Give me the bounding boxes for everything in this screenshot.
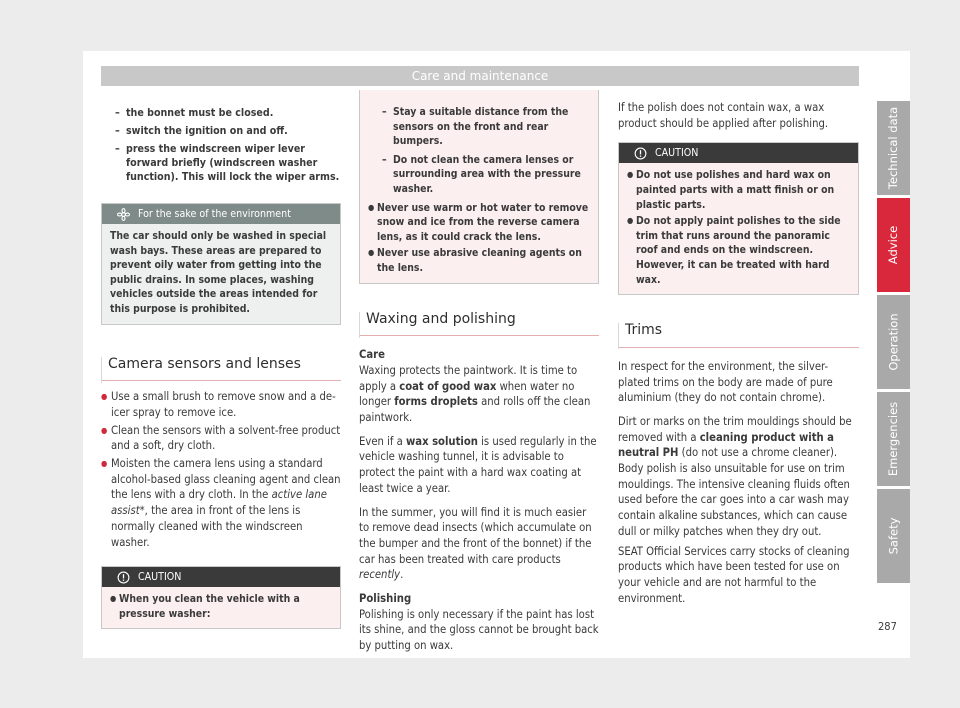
caution-box-header <box>619 143 858 163</box>
dash-list-pressure-washer <box>368 105 590 197</box>
paragraph <box>359 434 599 497</box>
text-run-italic: active lane assist <box>111 488 327 518</box>
text-run: is used regularly in the vehicle washing tunnel, it is advisable to protect the paint with a hard wax coating at least twice a year. <box>359 434 597 495</box>
text-run: Dirt or marks on the trim mouldings should be removed with a <box>618 414 852 444</box>
tab-label: Emergencies <box>886 401 901 477</box>
tab-operation[interactable] <box>877 295 910 389</box>
dash-list-bonnet <box>101 106 341 184</box>
tab-label: Safety <box>886 517 901 555</box>
camera-section <box>101 357 341 551</box>
text-run: and rolls off the clean paintwork. <box>359 395 591 425</box>
paragraph <box>359 505 599 584</box>
column-1 <box>101 90 341 629</box>
caution-box-2 <box>618 142 859 295</box>
paragraph: In respect for the environment, the silver-plated trims on the body are made of pure aluminium (they do not contain chrome). <box>618 359 833 405</box>
list-item: ● Do not apply paint polishes to the side trim that runs around the panoramic roof and ends on the windscreen. However, it can be treated with hard wax. <box>627 214 850 287</box>
list-item: – the bonnet must be closed. <box>101 106 341 120</box>
environment-box-text: The car should only be washed in special wash bays. These areas are prepared to prevent oily water from getting into the public drains. In some places, washing vehicles outside the areas intended for this purpose is prohibited. <box>102 224 340 324</box>
column-2 <box>359 90 599 662</box>
list-item: – press the windscreen wiper lever forward briefly (windscreen washer function). This will lock the wiper arms. <box>101 142 341 184</box>
tab-safety[interactable] <box>877 489 910 583</box>
text-run: Waxing protects the paintwork. It is time to apply a <box>359 363 578 393</box>
environment-box-header <box>102 204 340 224</box>
text-run-italic: recently <box>359 568 401 582</box>
tab-advice[interactable] <box>877 198 910 292</box>
paragraph: Polishing is only necessary if the paint has lost its shine, and the gloss cannot be brought back by putting on wax. <box>359 607 599 653</box>
caution-icon <box>633 146 647 160</box>
text-run: when water no longer <box>359 379 575 409</box>
caution-box-body <box>102 587 340 628</box>
paragraph <box>359 363 599 426</box>
caution-box-title: CAUTION <box>138 571 182 584</box>
section-title-waxing <box>359 312 599 337</box>
tab-technical-data[interactable] <box>877 101 910 195</box>
caution-box-body <box>619 163 858 294</box>
tab-emergencies[interactable] <box>877 392 910 486</box>
environment-box <box>101 203 341 325</box>
trims-section <box>618 323 859 606</box>
text-run: Moisten the camera lens using a standard alcohol-based glass cleaning agent and clean the lens with a dry cloth. In the <box>111 457 341 502</box>
text-run: (do not use a chrome cleaner). Body polish is also unsuitable for use on trim mouldings. The intensive cleaning fluids often used before the car goes into a car wash may contain alkaline substances, which can cause dull or milky patches when they dry out. <box>618 446 850 538</box>
list-item: ● Never use abrasive cleaning agents on the lens. <box>368 246 590 275</box>
column-3 <box>618 90 859 614</box>
list-item: ● Do not use polishes and hard wax on painted parts with a matt finish or on plastic parts. <box>627 168 850 212</box>
list-item <box>101 456 341 550</box>
tab-label: Technical data <box>886 106 901 190</box>
title-marker <box>359 312 360 338</box>
subheading-polishing: Polishing <box>359 592 412 606</box>
title-marker <box>618 323 619 349</box>
running-header: Care and maintenance <box>101 66 859 86</box>
section-title-camera <box>101 357 341 382</box>
list-item: ● Use a small brush to remove snow and a de-icer spray to remove ice. <box>101 389 341 420</box>
title-marker <box>101 357 102 383</box>
text-run: Even if a <box>359 434 406 448</box>
list-item: ● Never use warm or hot water to remove snow and ice from the reverse camera lens, as it could crack the lens. <box>368 201 590 245</box>
subheading-care: Care <box>359 348 385 362</box>
paragraph: SEAT Official Services carry stocks of cleaning products which have been tested for use on your vehicle and are not harmful to the environment. <box>618 544 850 605</box>
text-run: In the summer, you will find it is much easier to remove dead insects (which accumulate on the bumper and the front of the bonnet) if the car has been treated with care products <box>359 505 592 566</box>
text-run: *, the area in front of the lens is normally cleaned with the windscreen washer. <box>111 504 303 549</box>
text-run-bold: forms droplets <box>394 395 478 409</box>
paragraph <box>618 414 859 540</box>
text-run-bold: cleaning product with a neutral PH <box>618 430 834 460</box>
page-number: 287 <box>878 620 897 633</box>
caution-box-title: CAUTION <box>655 147 699 160</box>
section-title-trims <box>618 323 859 348</box>
section-title-text: Trims <box>625 322 663 339</box>
list-item: – Do not clean the camera lenses or surrounding area with the pressure washer. <box>368 153 590 197</box>
caution-box-1-continued <box>359 90 599 284</box>
environment-box-title: For the sake of the environment <box>138 208 291 220</box>
text-run: . <box>400 568 404 582</box>
list-item: – Stay a suitable distance from the sensors on the front and rear bumpers. <box>368 105 590 149</box>
text-run-bold: wax solution <box>405 434 478 448</box>
list-item: ● When you clean the vehicle with a pressure washer: <box>110 592 332 621</box>
caution-icon <box>116 570 130 584</box>
tab-label: Advice <box>886 225 901 265</box>
caution-box-header <box>102 567 340 587</box>
text-run-bold: coat of good wax <box>399 379 497 393</box>
leaf-flower-icon <box>116 207 130 221</box>
paragraph: If the polish does not contain wax, a wax product should be applied after polishing. <box>618 101 829 130</box>
list-item: ● Clean the sensors with a solvent-free product and a soft, dry cloth. <box>101 423 341 454</box>
caution-box-1 <box>101 566 341 629</box>
list-item: – switch the ignition on and off. <box>101 124 341 138</box>
tab-label: Operation <box>886 313 901 371</box>
section-title-text: Waxing and polishing <box>366 310 516 327</box>
caution-box-body <box>360 90 598 283</box>
section-title-text: Camera sensors and lenses <box>108 355 301 372</box>
waxing-section <box>359 312 599 654</box>
